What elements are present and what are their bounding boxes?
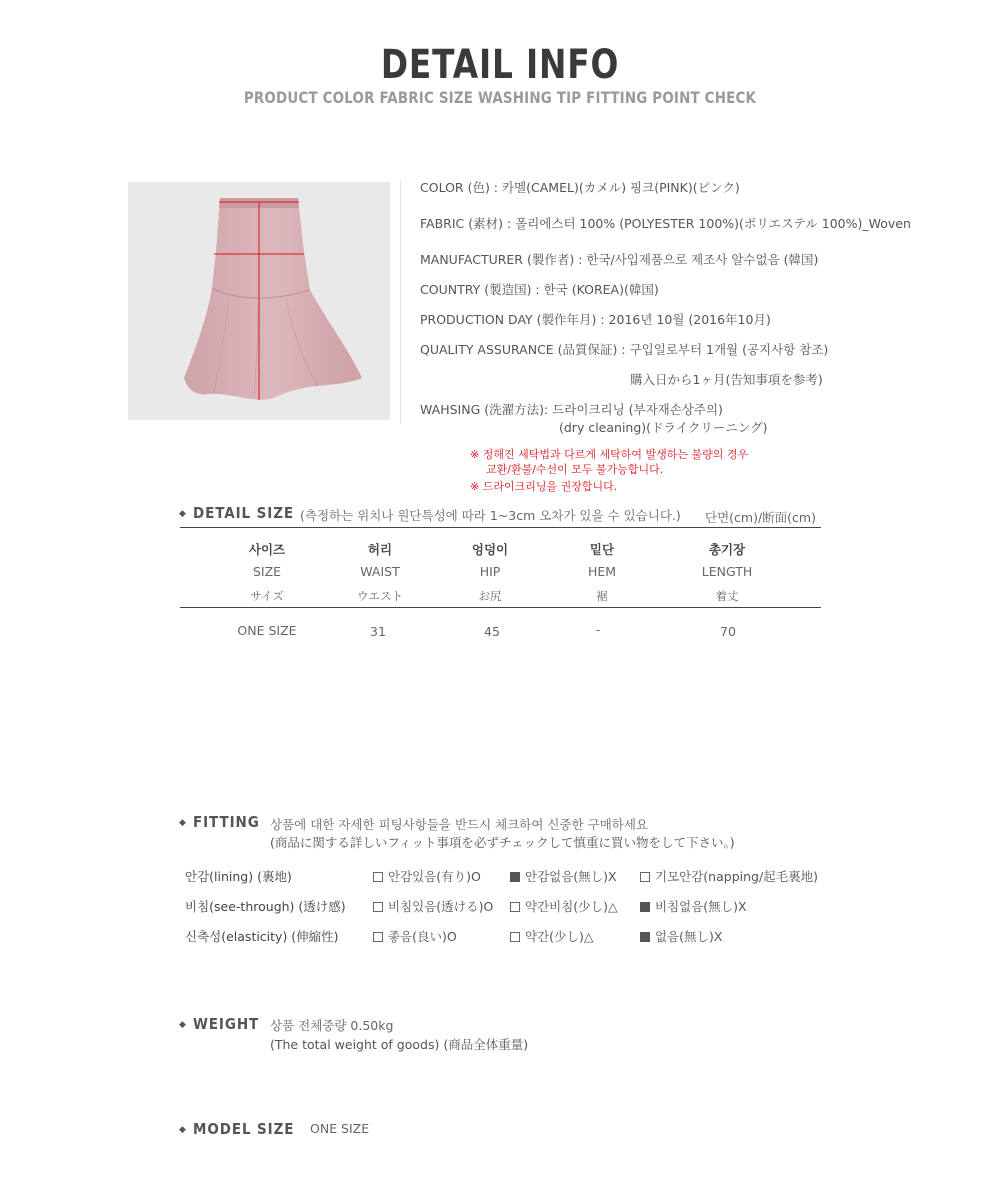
checkbox-icon bbox=[510, 932, 520, 942]
notice-line-1: ※ 정해진 세탁법과 다르게 세탁하여 발생하는 불량의 경우 bbox=[470, 448, 749, 461]
checkbox-icon bbox=[510, 902, 520, 912]
option-label: 기모안감(napping/起毛裏地) bbox=[655, 869, 819, 884]
model-size-value: ONE SIZE bbox=[310, 1121, 370, 1136]
fitting-title: FITTING bbox=[193, 813, 260, 831]
detail-size-unit: 단면(cm)/断面(cm) bbox=[705, 510, 816, 525]
diamond-bullet-icon: ◆ bbox=[179, 509, 186, 519]
option-label: 안감없음(無し)X bbox=[525, 869, 617, 884]
model-size-title: MODEL SIZE bbox=[193, 1120, 295, 1138]
checkbox-icon bbox=[373, 932, 383, 942]
option-label: 비침없음(無し)X bbox=[655, 899, 747, 914]
option-label: 비침있음(透ける)O bbox=[388, 899, 494, 914]
td-hip: 45 bbox=[484, 624, 500, 639]
th-jp-length: 着丈 bbox=[715, 589, 739, 603]
checkbox-icon bbox=[373, 902, 383, 912]
th-kr-hem: 밑단 bbox=[589, 542, 615, 557]
page-title: DETAIL INFO bbox=[380, 42, 620, 88]
option-label: 좋음(良い)O bbox=[388, 929, 457, 944]
info-quality: QUALITY ASSURANCE (品質保証) : 구입일로부터 1개월 (공지사항 참조) bbox=[420, 342, 829, 357]
weight-line-2: (The total weight of goods) (商品全体重量) bbox=[270, 1037, 529, 1052]
info-manufacturer: MANUFACTURER (製作者) : 한국/사입제품으로 제조사 알수없음 (韓国) bbox=[420, 252, 819, 267]
info-color: COLOR (色) : 카멜(CAMEL)(カメル) 핑크(PINK)(ピンク) bbox=[420, 180, 740, 195]
info-washing: WAHSING (洗濯方法): 드라이크리닝 (부자재손상주의) bbox=[420, 402, 723, 417]
fitting-label: 비침(see-through) (透け感) bbox=[185, 899, 346, 914]
info-quality-jp: 購入日から1ヶ月(告知事項を参考) bbox=[630, 372, 823, 387]
skirt-illustration bbox=[128, 182, 390, 420]
info-country: COUNTRY (製造国) : 한국 (KOREA)(韓国) bbox=[420, 282, 659, 297]
option-label: 약간(少し)△ bbox=[525, 929, 594, 944]
fitting-option bbox=[510, 897, 618, 915]
checkbox-icon bbox=[510, 872, 520, 882]
th-kr-waist: 허리 bbox=[367, 542, 393, 557]
fitting-option bbox=[373, 867, 481, 885]
td-size: ONE SIZE bbox=[237, 623, 297, 638]
checkbox-icon bbox=[640, 872, 650, 882]
fitting-option bbox=[510, 867, 617, 885]
th-kr-length: 총기장 bbox=[708, 542, 746, 557]
info-washing-2: (dry cleaning)(ドライクリーニング) bbox=[559, 420, 768, 435]
detail-size-note: (측정하는 위치나 원단특성에 따라 1~3cm 오차가 있을 수 있습니다.) bbox=[300, 508, 681, 523]
checkbox-icon bbox=[373, 872, 383, 882]
diamond-bullet-icon: ◆ bbox=[179, 1020, 186, 1030]
th-jp-size: サイズ bbox=[250, 589, 284, 603]
weight-line-1: 상품 전체중량 0.50kg bbox=[270, 1018, 394, 1033]
checkbox-icon bbox=[640, 932, 650, 942]
option-label: 약간비침(少し)△ bbox=[525, 899, 618, 914]
th-jp-hem: 裾 bbox=[596, 589, 608, 603]
fitting-option bbox=[373, 927, 457, 945]
diamond-bullet-icon: ◆ bbox=[179, 818, 186, 828]
th-en-waist: WAIST bbox=[360, 564, 400, 579]
option-label: 안감있음(有り)O bbox=[388, 869, 481, 884]
th-kr-size: 사이즈 bbox=[248, 542, 286, 557]
fitting-label: 안감(lining) (裏地) bbox=[185, 869, 292, 884]
th-en-size: SIZE bbox=[252, 564, 282, 579]
notice-line-2: 교환/환불/수선이 모두 불가능합니다. bbox=[486, 463, 664, 476]
option-label: 없음(無し)X bbox=[655, 929, 723, 944]
td-length: 70 bbox=[720, 624, 736, 639]
table-header-line bbox=[180, 607, 821, 608]
fitting-option bbox=[640, 897, 747, 915]
checkbox-icon bbox=[640, 902, 650, 912]
fitting-desc-2: (商品に関する詳しいフィット事項を必ずチェックして慎重に買い物をして下さい。) bbox=[270, 835, 735, 850]
product-image bbox=[128, 182, 390, 420]
td-hem: - bbox=[595, 622, 601, 637]
th-en-hip: HIP bbox=[479, 564, 501, 579]
detail-size-title: DETAIL SIZE bbox=[193, 504, 295, 522]
th-kr-hip: 엉덩이 bbox=[471, 542, 509, 557]
fitting-option bbox=[510, 927, 594, 945]
weight-title: WEIGHT bbox=[193, 1015, 260, 1033]
diamond-bullet-icon: ◆ bbox=[179, 1125, 186, 1135]
th-jp-waist: ウエスト bbox=[357, 589, 403, 603]
th-en-length: LENGTH bbox=[701, 564, 753, 579]
fitting-desc-1: 상품에 대한 자세한 피팅사항들을 반드시 체크하여 신중한 구매하세요 bbox=[270, 817, 648, 832]
fitting-option bbox=[373, 897, 493, 915]
th-en-hem: HEM bbox=[587, 564, 617, 579]
td-waist: 31 bbox=[370, 624, 386, 639]
info-fabric: FABRIC (素材) : 폴리에스터 100% (POLYESTER 100%)(ポリエステル 100%)_Woven bbox=[420, 216, 911, 231]
fitting-option bbox=[640, 867, 818, 885]
fitting-label: 신축성(elasticity) (伸縮性) bbox=[185, 929, 339, 944]
notice-line-3: ※ 드라이크리닝을 권장합니다. bbox=[470, 480, 618, 493]
info-production-day: PRODUCTION DAY (製作年月) : 2016년 10월 (2016年10月) bbox=[420, 312, 771, 327]
fitting-option bbox=[640, 927, 722, 945]
divider bbox=[400, 180, 401, 424]
th-jp-hip: お尻 bbox=[478, 589, 502, 603]
table-top-line bbox=[180, 527, 821, 528]
page-subtitle: PRODUCT COLOR FABRIC SIZE WASHING TIP FITTING POINT CHECK bbox=[243, 88, 757, 107]
